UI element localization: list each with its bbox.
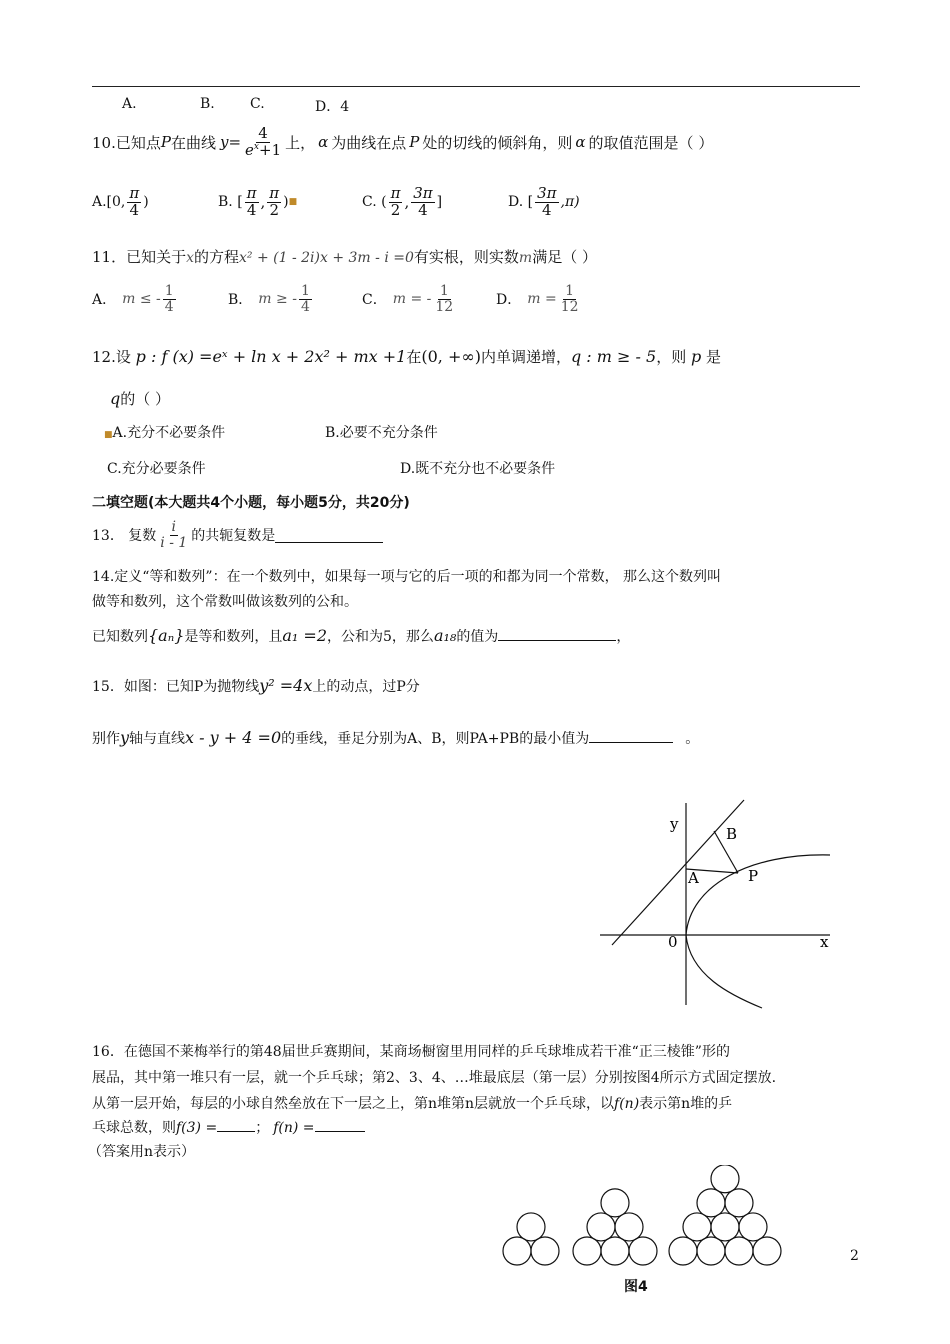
q12-q-condition: q : m ≥ - 5 <box>570 347 657 366</box>
ball <box>503 1237 531 1265</box>
page-number: 2 <box>850 1248 859 1264</box>
q15-line2-mid: 轴与直线 <box>129 731 186 747</box>
q10-end: 的取值范围是（ ） <box>588 133 714 152</box>
ball <box>531 1237 559 1265</box>
q10-opt-a-den: 4 <box>129 200 140 219</box>
q10-opt-d-pre: D. [ <box>508 194 534 211</box>
q12-interval: (0, +∞) <box>421 347 481 366</box>
q10-opt-a-end: ) <box>143 194 149 211</box>
q10-opt-a-num: π <box>129 184 140 202</box>
ball <box>711 1165 739 1193</box>
ball-stacks <box>503 1165 781 1265</box>
q11-text4: 满足（ ） <box>532 248 597 266</box>
ball <box>697 1189 725 1217</box>
q13-num: i <box>171 519 177 535</box>
q13-pre: 13． 复数 <box>92 528 157 545</box>
q14-line3-mid: 是等和数列，且 <box>184 629 283 645</box>
edit-mark: ■ <box>104 430 113 440</box>
q10-den-x: x <box>253 141 259 152</box>
q14-a18: a₁₈ <box>433 626 457 645</box>
q10-point-p2: P <box>409 133 420 152</box>
q12-is: 是 <box>706 348 722 366</box>
q12-expression: p : f (x) =eˣ + ln x + 2x² + mx +1 <box>135 347 407 366</box>
q13-fraction <box>158 520 189 550</box>
q15-line: x - y + 4 =0 <box>185 728 282 747</box>
q13-den: i - 1 <box>160 534 188 551</box>
q14-line3-pre: 已知数列 <box>92 629 148 645</box>
q10-opt-b-d1: 4 <box>246 200 257 219</box>
q11-a-frac <box>163 284 176 314</box>
q10-prefix: 10.已知点 <box>92 133 161 152</box>
q10-mid: 上， <box>285 133 316 152</box>
q10-opt-b-frac1 <box>245 186 259 219</box>
q10-opt-a-frac <box>127 186 141 219</box>
ball <box>601 1237 629 1265</box>
ball <box>725 1237 753 1265</box>
q14-line3 <box>92 626 630 646</box>
ball <box>753 1237 781 1265</box>
q10-opt-d-end: ,π) <box>560 194 580 211</box>
ball <box>725 1189 753 1217</box>
q11-a-expr: m ≤ - <box>122 291 161 308</box>
q16-fn2: f(n) = <box>273 1120 315 1136</box>
q10-opt-c-n2: 3π <box>413 184 433 202</box>
q10-num: 4 <box>258 124 268 142</box>
q10-opt-c-pre: C. ( <box>362 194 387 211</box>
q10-y: y <box>219 133 229 152</box>
q10-opt-c-d1: 2 <box>390 200 401 219</box>
q10-den-e: e <box>245 140 254 159</box>
q12-pre: 12.设 <box>92 348 131 366</box>
ball <box>615 1213 643 1241</box>
top-option-d: D．4 <box>315 99 350 115</box>
q11-a-den: 4 <box>164 298 174 315</box>
q11-c-den: 12 <box>435 298 454 315</box>
question-13 <box>92 520 383 550</box>
q10-option-a <box>92 186 149 219</box>
label-origin: 0 <box>668 933 678 951</box>
top-option-c: C. <box>250 96 265 112</box>
q10-point-p: P <box>160 133 171 152</box>
q16-line3-end: 表示第n堆的乒 <box>639 1096 733 1112</box>
label-b: B <box>726 825 738 843</box>
q14-seq: {aₙ} <box>148 626 185 645</box>
q16-fn-blank[interactable] <box>315 1117 365 1132</box>
question-10 <box>92 126 713 159</box>
figure-4-ball-stacks <box>500 1165 790 1270</box>
q15-line1-pre: 15．如图：已知P为抛物线 <box>92 679 260 695</box>
q10-opt-c-frac2 <box>411 186 434 219</box>
question-11 <box>92 246 597 267</box>
q14-a1: a₁ =2 <box>282 626 328 645</box>
edit-mark: ■ <box>288 197 298 208</box>
q10-alpha: α <box>318 133 329 152</box>
q15-period: 。 <box>685 731 700 747</box>
q15-line1-post: 上的动点，过P分 <box>312 679 420 695</box>
q10-fraction <box>243 126 283 159</box>
q11-option-d <box>496 284 583 314</box>
q11-b-expr: m ≥ - <box>258 291 297 308</box>
q11-option-a <box>92 284 178 314</box>
q11-x: x <box>186 250 194 266</box>
q11-option-b <box>228 284 314 314</box>
q12-then: ，则 <box>656 348 687 366</box>
q10-mid2: 为曲线在点 <box>331 133 407 152</box>
ball <box>587 1213 615 1241</box>
q15-line2-pre: 别作 <box>92 731 120 747</box>
q13-post: 的共轭复数是 <box>191 528 276 545</box>
q11-b-den: 4 <box>300 298 310 315</box>
ball <box>629 1237 657 1265</box>
question-12 <box>92 346 721 367</box>
q12-line2 <box>110 388 170 409</box>
q10-eq: = <box>228 133 242 152</box>
q15-figure <box>590 795 850 1010</box>
q10-mid3: 处的切线的倾斜角，则 <box>422 133 573 152</box>
q11-d-label: D． <box>496 292 522 309</box>
q10-opt-b-n2: π <box>269 184 280 202</box>
q15-parabola: y² =4x <box>259 676 313 695</box>
label-a: A <box>688 869 699 887</box>
q10-opt-b-n1: π <box>246 184 257 202</box>
ball <box>697 1237 725 1265</box>
q16-line3-text: 从第一层开始，每层的小球自然垒放在下一层之上，第n堆第n层就放一个乒乓球，以 <box>92 1096 615 1112</box>
q10-option-b: B. [ $\frac{\pi}{4}$ , $\frac{\pi}{2}$ ) ■ <box>218 184 298 219</box>
q12-line2-q: q <box>110 389 121 408</box>
ball <box>669 1237 697 1265</box>
q11-m: m <box>518 250 533 266</box>
q11-c-label: C． <box>362 292 387 309</box>
q11-b-label: B． <box>228 292 253 309</box>
q11-b-num: 1 <box>300 283 310 299</box>
figure-4-caption: 图4 <box>624 1279 648 1295</box>
q11-b-frac <box>299 284 312 314</box>
q16-note: （答案用n表示） <box>88 1144 196 1160</box>
q16-sep: ； <box>255 1120 270 1136</box>
q10-opt-c-end: ] <box>436 194 443 211</box>
q12-in: 在 <box>406 348 422 366</box>
ball <box>739 1213 767 1241</box>
q16-fn: f(n) <box>614 1096 640 1112</box>
q12-option-a <box>104 422 225 442</box>
q10-opt-c-frac1 <box>389 186 403 219</box>
q10-opt-d-frac <box>535 186 558 219</box>
q11-a-label: A． <box>92 292 117 309</box>
q14-line3-end: 的值为 <box>456 629 499 645</box>
q12-line2-text: 的（ ） <box>120 390 171 408</box>
q15-line2 <box>92 728 699 748</box>
q12-mid: 内单调递增， <box>480 348 571 366</box>
q16-line2: 展品，其中第一堆只有一层，就一个乒乓球；第2、3、4、…堆最底层（第一层）分别按图4所示方式固定摆放. <box>92 1070 777 1086</box>
q15-answer-blank[interactable] <box>589 728 673 743</box>
q11-c-num: 1 <box>439 283 449 299</box>
q10-opt-a-pre: A.[0, <box>92 194 126 211</box>
q11-text3: 有实根，则实数 <box>413 248 519 266</box>
q16-line1: 16．在德国不莱梅举行的第48届世乒赛期间，某商场橱窗里用同样的乒乓球堆成若干准“正三棱锥”形的 <box>92 1044 730 1060</box>
q11-text: 11．已知关于 <box>92 248 187 266</box>
q13-answer-blank[interactable] <box>275 528 383 543</box>
q14-line1: 14.定义“等和数列”：在一个数列中，如果每一项与它的后一项的和都为同一个常数， 那么这个数列叫 <box>92 569 722 585</box>
q10-opt-b-pre: B. [ <box>218 194 243 211</box>
q10-option-d <box>508 186 580 219</box>
label-p: P <box>748 867 759 885</box>
top-option-a: A. <box>122 96 137 112</box>
ball <box>573 1237 601 1265</box>
q10-opt-b-d2: 2 <box>269 200 279 219</box>
q11-d-frac <box>559 284 581 314</box>
label-x: x <box>820 933 829 951</box>
ball <box>517 1213 545 1241</box>
ball <box>683 1213 711 1241</box>
ball <box>601 1189 629 1217</box>
q10-den-rest: +1 <box>259 140 282 159</box>
q12-p: p <box>691 347 702 366</box>
q10-curve: 在曲线 <box>170 133 216 152</box>
q16-f3: f(3) = <box>176 1120 218 1136</box>
ball <box>711 1213 739 1241</box>
q10-opt-d-n1: 3π <box>537 184 557 202</box>
q10-opt-c-d2: 4 <box>418 200 428 219</box>
q12-option-b: B.必要不充分条件 <box>325 425 438 441</box>
q11-option-c <box>362 284 457 314</box>
q16-line4 <box>92 1117 365 1137</box>
q11-c-expr: m = - <box>392 291 432 308</box>
q10-opt-b-frac2 <box>267 186 281 219</box>
q11-text2: 的方程 <box>194 248 240 266</box>
q10-option-c: C. ( $\frac{\pi}{2}$ , $\frac{3\pi}{4}$ ] <box>362 184 443 219</box>
q12-option-c: C.充分必要条件 <box>107 461 206 477</box>
q11-c-frac <box>433 284 455 314</box>
q16-line3 <box>92 1093 732 1113</box>
q15-line1 <box>92 676 420 696</box>
q10-alpha2: α <box>575 133 586 152</box>
label-y: y <box>670 815 679 833</box>
q14-answer-blank[interactable] <box>498 626 616 641</box>
q12-opt-a-text: A.充分不必要条件 <box>112 425 226 441</box>
top-option-b: B. <box>200 96 215 112</box>
section-2-heading: 二填空题(本大题共4个小题，每小题5分，共20分) <box>92 495 410 511</box>
q14-comma: ， <box>616 629 631 645</box>
q15-y: y <box>120 728 130 747</box>
q16-f3-blank[interactable] <box>217 1117 255 1132</box>
q10-opt-b-end: ) <box>283 194 289 211</box>
q14-line2: 做等和数列，这个常数叫做该数列的公和。 <box>92 594 358 610</box>
q11-d-expr: m = <box>527 291 557 308</box>
q11-d-den: 12 <box>560 298 579 315</box>
q16-line4-pre: 乓球总数，则 <box>92 1120 176 1136</box>
q10-opt-d-d1: 4 <box>542 200 552 219</box>
q11-d-num: 1 <box>565 283 575 299</box>
q12-option-d: D.既不充分也不必要条件 <box>400 461 556 477</box>
q14-line3-mid2: ，公和为5，那么 <box>327 629 434 645</box>
q10-opt-c-n1: π <box>390 184 401 202</box>
q11-equation: x² + (1 - 2i)x + 3m - i =0 <box>239 250 414 266</box>
header-rule <box>92 86 860 87</box>
q11-a-num: 1 <box>164 283 174 299</box>
q15-line2-post: 的垂线，垂足分别为A、B，则PA+PB的最小值为 <box>281 731 590 747</box>
